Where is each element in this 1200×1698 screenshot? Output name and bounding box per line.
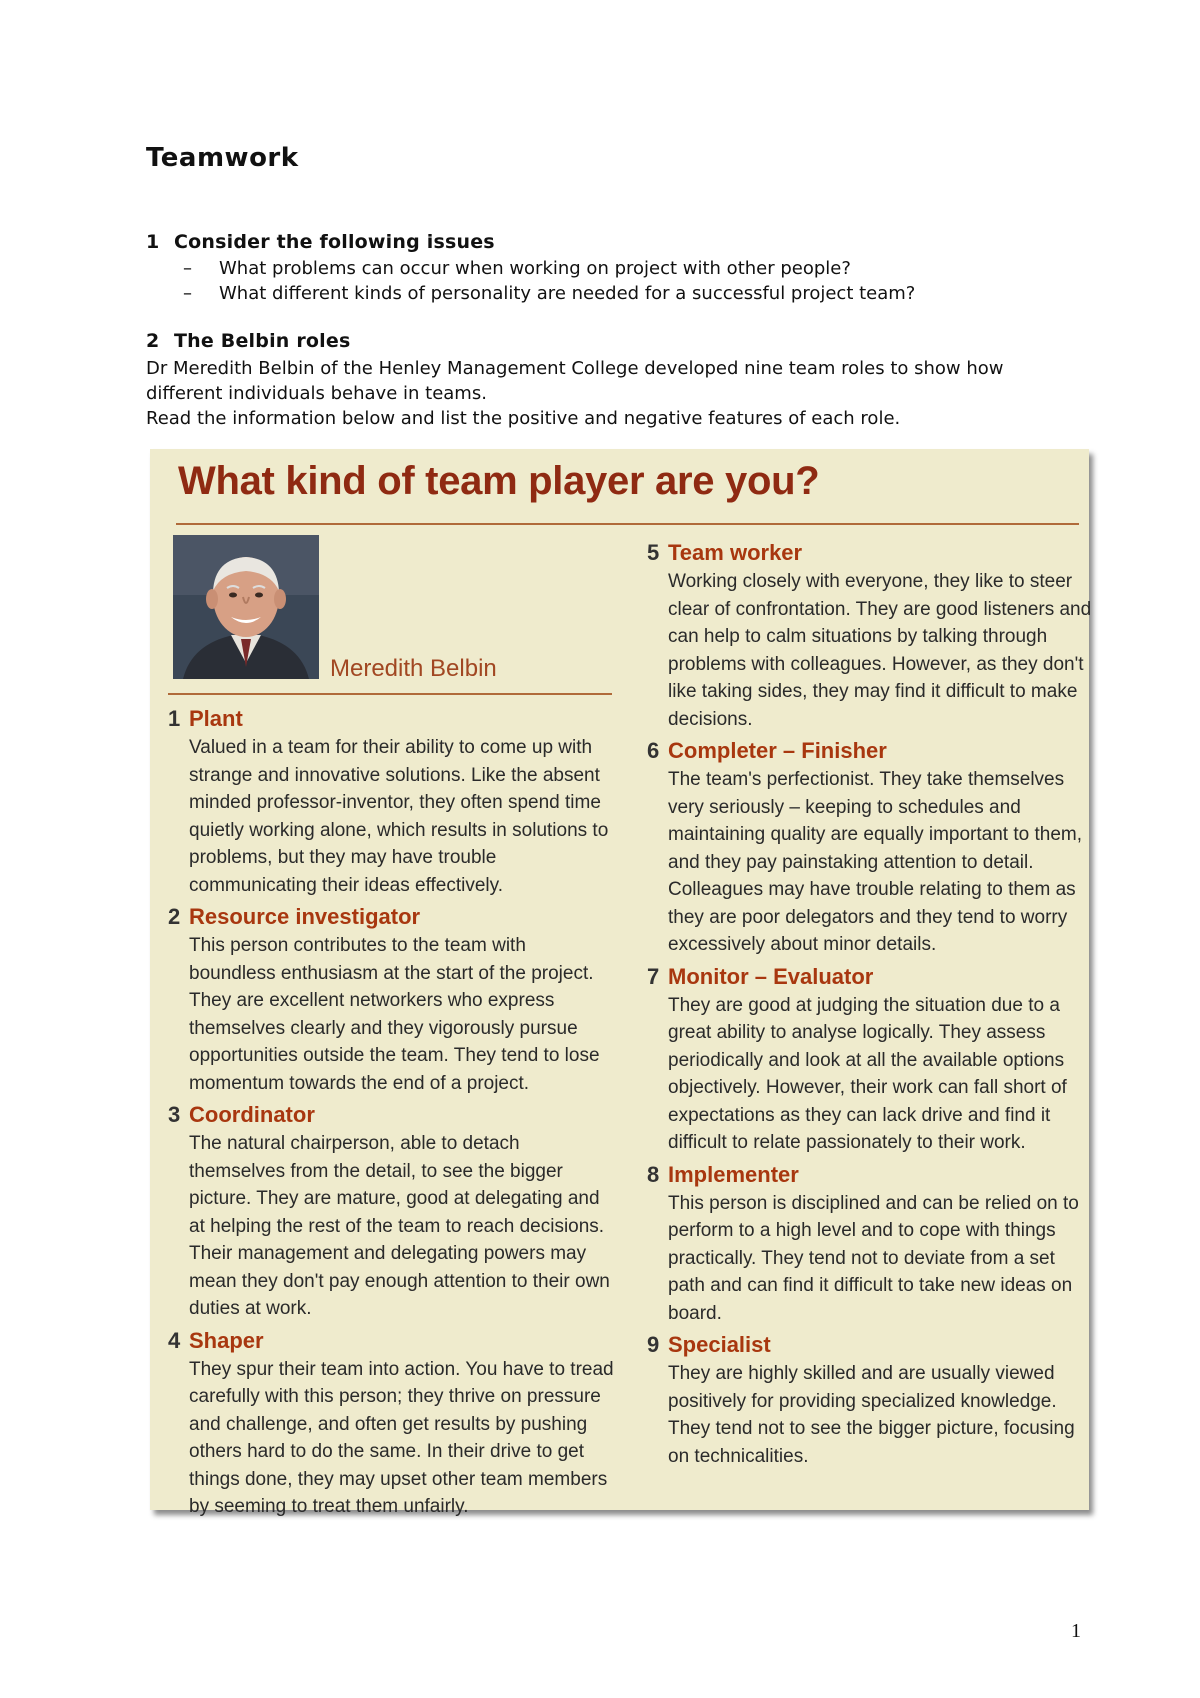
roles-right-column bbox=[647, 537, 1095, 1472]
role-heading bbox=[647, 1329, 1095, 1360]
roles-left-column bbox=[168, 703, 616, 1523]
role-number: 6 bbox=[647, 738, 660, 763]
issues-list bbox=[183, 256, 915, 306]
title-divider bbox=[176, 523, 1079, 525]
role-description: Working closely with everyone, they like to steer clear of confrontation. They are good listeners and can help to calm situations by talking through problems with colleagues. However, as they don't like taking sides, they may find it difficult to make decisions. bbox=[668, 571, 1092, 730]
section-2-title: The Belbin roles bbox=[174, 330, 351, 352]
role-name: Team worker bbox=[668, 540, 803, 565]
section-1-title: Consider the following issues bbox=[174, 231, 495, 253]
role-number: 5 bbox=[647, 540, 660, 565]
section-2-heading bbox=[146, 330, 350, 352]
role-description: They are highly skilled and are usually viewed positively for providing specialized knowledge. They tend not to see the bigger picture, focusing on technicalities. bbox=[668, 1363, 1075, 1467]
role-heading bbox=[168, 901, 616, 932]
role-name: Coordinator bbox=[189, 1102, 315, 1127]
role-implementer bbox=[647, 1159, 1095, 1328]
role-heading bbox=[647, 1159, 1095, 1190]
role-description: This person is disciplined and can be relied on to perform to a high level and to cope with things practically. They tend not to deviate from a set path and can find it difficult to take new ideas on board. bbox=[668, 1192, 1079, 1324]
role-name: Shaper bbox=[189, 1327, 264, 1353]
document-title: Teamwork bbox=[146, 143, 299, 173]
role-number: 4 bbox=[168, 1327, 181, 1353]
role-name: Plant bbox=[189, 706, 243, 731]
caption-divider bbox=[168, 693, 612, 695]
role-name: Monitor – Evaluator bbox=[668, 963, 874, 989]
portrait-photo bbox=[173, 535, 319, 679]
section-1-number: 1 bbox=[146, 231, 160, 253]
section-2-number: 2 bbox=[146, 330, 160, 352]
role-description: The natural chairperson, able to detach themselves from the detail, to see the bigger picture. They are mature, good at delegating and at helping the rest of the team to reach decisions. Their management and delegating powers may mean they don't pay enough attention to their own duties at work. bbox=[189, 1133, 610, 1319]
issue-item: – What problems can occur when working on project with other people? bbox=[183, 258, 851, 279]
role-number: 3 bbox=[168, 1102, 181, 1127]
role-heading bbox=[647, 735, 1095, 766]
role-name: Specialist bbox=[668, 1332, 771, 1357]
role-name: Resource investigator bbox=[189, 904, 421, 929]
role-plant bbox=[168, 703, 616, 899]
role-number: 1 bbox=[168, 706, 181, 731]
role-number: 8 bbox=[647, 1161, 660, 1187]
section-1-heading bbox=[146, 231, 495, 253]
role-description: The team's perfectionist. They take themselves very seriously – keeping to schedules and maintaining quality are equally important to them, and they pay painstaking attention to detail. Colleagues may have trouble relating to them as they are poor delegators and they tend to worry excessively about minor details. bbox=[668, 769, 1083, 955]
role-completer-finisher bbox=[647, 735, 1095, 959]
role-description: Valued in a team for their ability to come up with strange and innovative solutions. Like the absent minded professor-inventor, they often spend time quietly working alone, which results in solutions to problems, but they may have trouble communicating their ideas effectively. bbox=[189, 737, 609, 896]
role-description: They are good at judging the situation due to a great ability to analyse logically. They assess periodically and look at all the available options objectively. However, their work can fall short of expectations as they can lack drive and find it difficult to relate passionately to their work. bbox=[668, 994, 1067, 1153]
role-heading bbox=[647, 537, 1095, 568]
intro-paragraph: Dr Meredith Belbin of the Henley Management College developed nine team roles to show how different individuals behave in teams. bbox=[146, 358, 1004, 404]
section-2-intro bbox=[146, 356, 1076, 431]
panel-title: What kind of team player are you? bbox=[178, 459, 820, 503]
role-shaper bbox=[168, 1325, 616, 1521]
role-monitor-evaluator bbox=[647, 961, 1095, 1157]
role-description: They spur their team into action. You have to tread carefully with this person; they thrive on pressure and challenge, and often get results by pushing others hard to do the same. In their drive to get things done, they may upset other team members by seeming to treat them unfairly. bbox=[189, 1358, 614, 1517]
photo-caption: Meredith Belbin bbox=[330, 655, 497, 682]
role-description: This person contributes to the team with boundless enthusiasm at the start of the project. They are excellent networkers who express themselves clearly and they vigorously pursue opportunities outside the team. They tend to lose momentum towards the end of a project. bbox=[189, 935, 600, 1094]
role-heading bbox=[647, 961, 1095, 992]
role-heading bbox=[168, 1325, 616, 1356]
role-resource-investigator bbox=[168, 901, 616, 1097]
role-heading bbox=[168, 703, 616, 734]
issue-item: – What different kinds of personality are needed for a successful project team? bbox=[183, 283, 916, 304]
role-coordinator bbox=[168, 1099, 616, 1323]
role-number: 9 bbox=[647, 1332, 660, 1357]
role-heading bbox=[168, 1099, 616, 1130]
bullet-dash: – bbox=[183, 283, 192, 304]
role-name: Implementer bbox=[668, 1161, 799, 1187]
bullet-dash: – bbox=[183, 258, 192, 279]
role-name: Completer – Finisher bbox=[668, 738, 887, 763]
belbin-roles-panel bbox=[150, 449, 1092, 1517]
role-specialist bbox=[647, 1329, 1095, 1470]
page-number: 1 bbox=[1071, 1620, 1081, 1642]
role-number: 2 bbox=[168, 904, 181, 929]
role-team-worker bbox=[647, 537, 1095, 733]
intro-paragraph: Read the information below and list the positive and negative features of each role. bbox=[146, 408, 901, 429]
role-number: 7 bbox=[647, 963, 660, 989]
